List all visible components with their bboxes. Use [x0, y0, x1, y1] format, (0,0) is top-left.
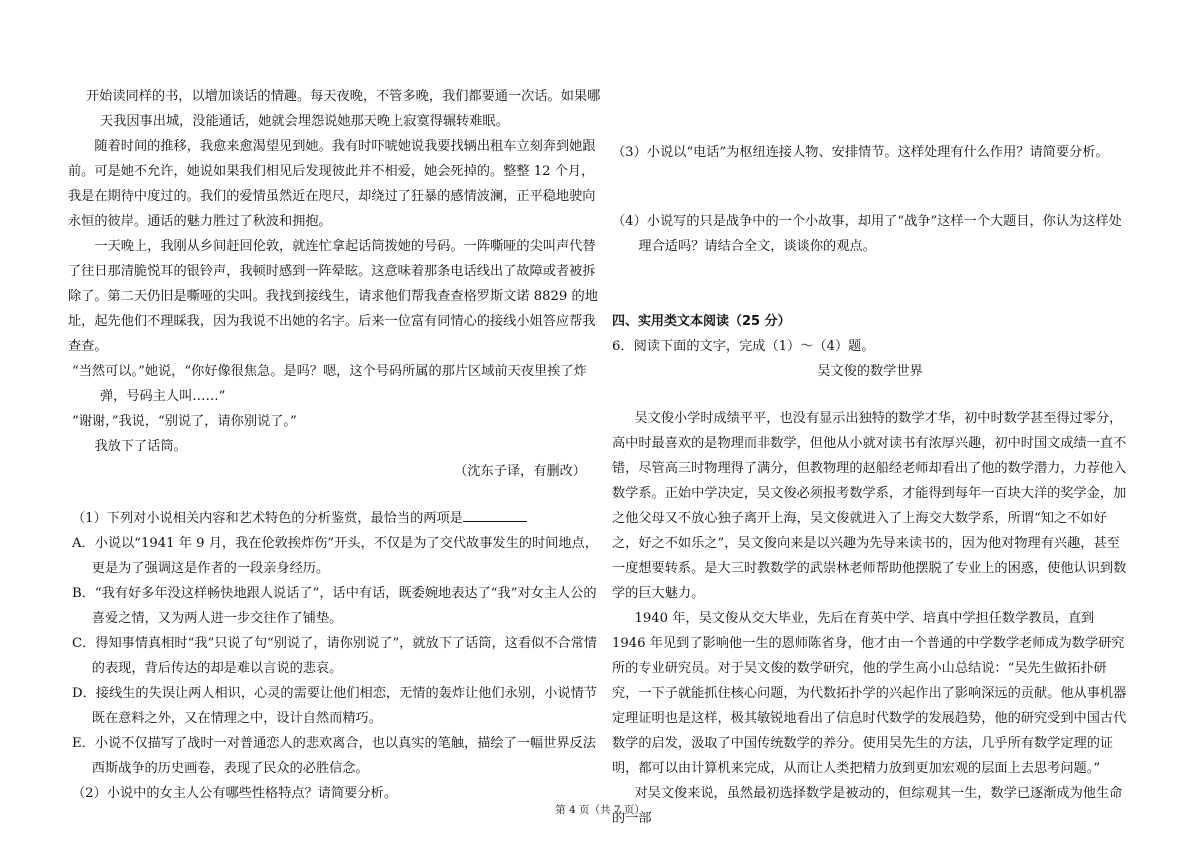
page-footer: 第 4 页（共 7 页） — [555, 804, 645, 816]
story-paragraph: 开始读同样的书，以增加谈话的情趣。每天夜晚，不管多晚，我们都要通一次话。如果哪天我因事出城，没能通话，她就会埋怨说她那天晚上寂寞得辗转难眠。 — [86, 89, 601, 129]
article-title: 吴文俊的数学世界 — [817, 364, 923, 379]
right-column — [612, 140, 1128, 831]
option-e: E．小说不仅描写了战时一对普通恋人的悲欢离合，也以真实的笔触，描绘了一幅世界反法西斯战争的历史画卷，表现了民众的必胜信念。 — [72, 736, 596, 776]
option-d: D．接线生的失误让两人相识，心灵的需要让他们相恋，无情的轰炸让他们永别，小说情节既在意料之外，又在情理之中，设计自然而精巧。 — [72, 686, 597, 726]
option-c: C．得知事情真相时“我”只说了句“别说了，请你别说了”，就放下了话筒，这看似不合常情的表现，背后传达的却是难以言说的悲哀。 — [72, 636, 597, 676]
question-3: （3）小说以“电话”为枢纽连接人物、安排情节。这样处理有什么作用？请简要分析。 — [612, 145, 1109, 160]
option-b: B．“我有好多年没这样畅快地跟人说话了”，话中有话，既委婉地表达了“我”对女主人公的喜爱之情，又为两人进一步交往作了铺垫。 — [72, 586, 597, 626]
story-dialogue: “当然可以。”她说，“你好像很焦急。是吗？嗯，这个号码所属的那片区域前天夜里挨了炸弹，号码主人叫……” — [72, 364, 587, 404]
question-1-stem: （1）下列对小说相关内容和艺术特色的分析鉴赏，最恰当的两项是 — [72, 511, 463, 526]
article-paragraph: 对吴文俊来说，虽然最初选择数学是被动的，但综观其一生，数学已逐渐成为他生命的一部 — [612, 786, 1123, 826]
answer-blank[interactable] — [463, 507, 527, 522]
section-heading: 四、实用类文本阅读（25 分） — [612, 314, 791, 329]
story-paragraph: 我放下了话筒。 — [94, 439, 187, 454]
source-note: （沈东子译，有删改） — [454, 464, 586, 479]
article-paragraph: 吴文俊小学时成绩平平，也没有显示出独特的数学才华，初中时数学甚至得过零分，高中时最喜欢的是物理而非数学，但他从小就对读书有浓厚兴趣，初中时国文成绩一直不错，尽管高三时物理得了满分，但教物理的赵船经老师却看出了他的数学潜力，力荐他入数学系。正始中学决定，吴文俊必须报考数学系，才能得到每年一百块大洋的奖学金，加之他父母又不放心独子离开上海，吴文俊就进入了上海交大数学系，所谓“知之不如好之，好之不如乐之”，吴文俊向来是以兴趣为先导来读书的，因为他对物理有兴趣，甚至一度想要转系。是大三时教数学的武崇林老师帮助他摆脱了专业上的困惑，使他认识到数学的巨大魅力。 — [612, 411, 1127, 601]
story-paragraph: 随着时间的推移，我愈来愈渴望见到她。我有时吓唬她说我要找辆出租车立刻奔到她跟前。可是她不允许，她说如果我们相见后发现彼此并不相爱，她会死掉的。整整 12 个月，我是在期待中度过的。我们的爱情虽然近在咫尺，却绕过了狂暴的感情波澜，正平稳地驶向永恒的彼岸。通话的魅力胜过了秋波和拥抱。 — [68, 139, 596, 229]
article-paragraph: 1940 年，吴文俊从交大毕业，先后在育英中学、培真中学担任数学教员，直到 1946 年见到了影响他一生的恩师陈省身，他才由一个普通的中学数学老师成为数学研究所的专业研究员。对于吴文俊的数学研究，他的学生高小山总结说：“吴先生做拓扑研究，一下子就能抓住核心问题，为代数拓扑学的兴起作出了影响深远的贡献。他从事机器定理证明也是这样，极其敏锐地看出了信息时代数学的发展趋势，他的研究受到中国古代数学的启发，汲取了中国传统数学的养分。使用吴先生的方法，几乎所有数学定理的证明，都可以由计算机来完成，从而让人类把精力放到更加宏观的层面上去思考问题。” — [612, 611, 1127, 776]
question-1 — [72, 506, 604, 531]
question-2: （2）小说中的女主人公有哪些性格特点？请简要分析。 — [72, 786, 397, 801]
story-paragraph: 一天晚上，我刚从乡间赶回伦敦，就连忙拿起话筒拨她的号码。一阵嘶哑的尖叫声代替了往日那清脆悦耳的银铃声，我顿时感到一阵晕眩。这意味着那条电话线出了故障或者被拆除了。第二天仍旧是嘶哑的尖叫。我找到接线生，请求他们帮我查查格罗斯文诺 8829 的地址，起先他们不理睬我，因为我说不出她的名字。后来一位富有同情心的接线小姐答应帮我查查。 — [68, 239, 598, 354]
left-column — [68, 84, 604, 806]
option-a: A．小说以“1941 年 9 月，我在伦敦挨炸伤”开头，不仅是为了交代故事发生的时间地点，更是为了强调这是作者的一段亲身经历。 — [72, 536, 598, 576]
question-4: （4）小说写的只是战争中的一个小故事，却用了“战争”这样一个大题目，你认为这样处理合适吗？请结合全文，谈谈你的观点。 — [612, 214, 1122, 254]
story-dialogue: “谢谢，”我说，“别说了，请你别说了。” — [72, 414, 297, 429]
question-6-intro: 6．阅读下面的文字，完成（1）～（4）题。 — [612, 339, 875, 354]
